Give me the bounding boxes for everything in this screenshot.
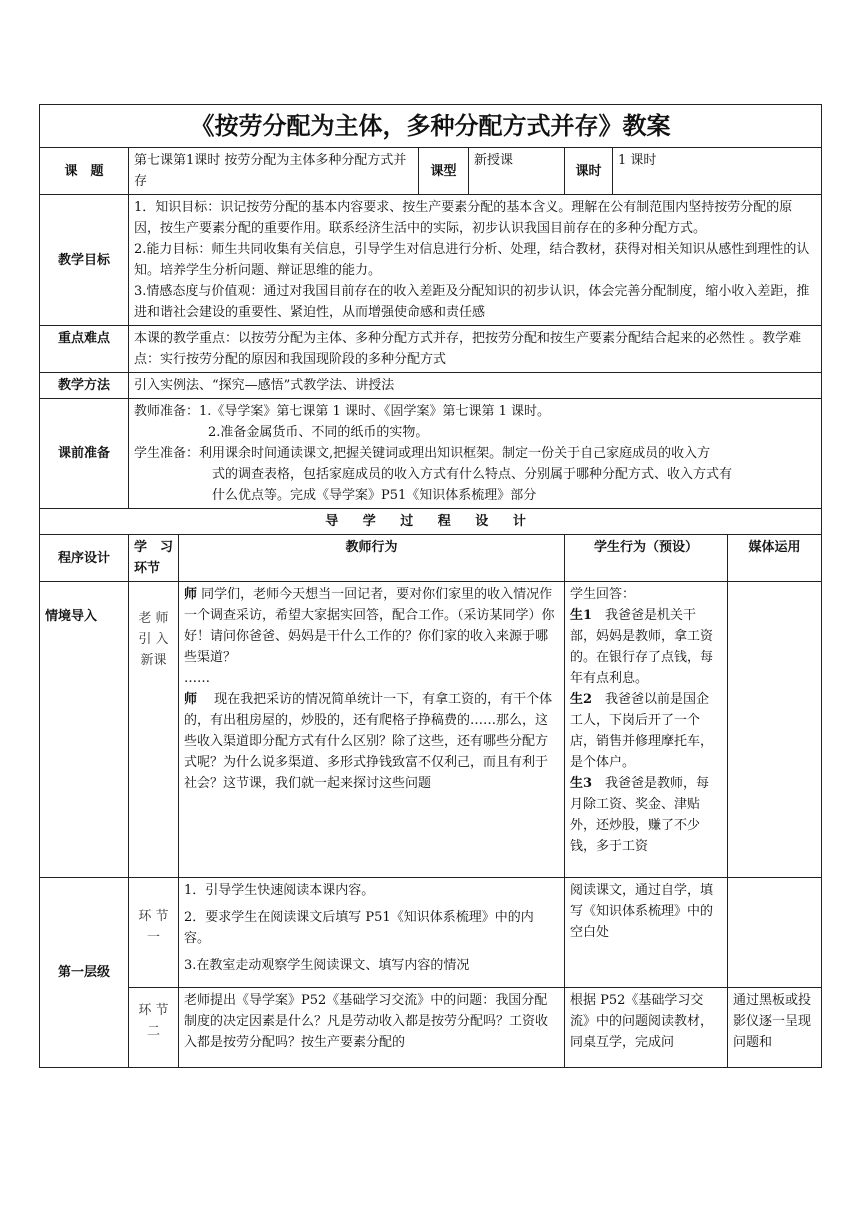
prep-label: 课前准备 (40, 399, 129, 509)
prep-student-line: 学生准备：利用课余时间通读课文,把握关键词或理出知识框架。制定一份关于自己家庭成员的收入方 (134, 446, 711, 461)
col-teacher: 教师行为 (179, 535, 565, 582)
hours-value: 1 课时 (613, 148, 822, 195)
key-points-label: 重点难点 (40, 326, 129, 373)
col-link: 学 习 环节 (129, 535, 179, 582)
goals-row (40, 195, 822, 326)
teacher-step: 2．要求学生在阅读课文后填写 P51《知识体系梳理》中的内容。 (184, 910, 534, 946)
lesson-label: 课 题 (40, 148, 129, 195)
type-value: 新授课 (469, 148, 565, 195)
link-line: 环 节 (138, 909, 169, 924)
intro-student (565, 582, 728, 878)
teacher-step: 1．引导学生快速阅读本课内容。 (184, 883, 375, 898)
prep-student-line: 什么优点等。完成《导学案》P51《知识体系梳理》部分 (212, 488, 537, 503)
level1-student1: 阅读课文，通过自学，填写《知识体系梳理》中的空白处 (565, 878, 728, 988)
key-points-row (40, 326, 822, 373)
header-row (40, 148, 822, 195)
prep-teacher-line: 教师准备：1.《导学案》第七课第 1 课时、《固学案》第七课第 1 课时。 (134, 404, 550, 419)
intro-link-line: 老 师 (138, 611, 169, 626)
teacher-step: 3.在教室走动观察学生阅读课文、填写内容的情况 (184, 958, 470, 973)
level1-teacher1 (179, 878, 565, 988)
intro-teacher (179, 582, 565, 878)
teacher-speech: 同学们，老师今天想当一回记者，要对你们家里的收入情况作一个调查采访，希望大家据实回答，配合工作。（采访某同学）你好！请问你爸爸、妈妈是干什么工作的？你们家的收入来源于哪些渠道？ (184, 587, 555, 665)
student-tag: 生3 (570, 776, 593, 791)
methods-label: 教学方法 (40, 373, 129, 399)
goals-label: 教学目标 (40, 195, 129, 326)
goal-item: 2.能力目标：师生共同收集有关信息，引导学生对信息进行分析、处理，结合教材，获得对相关知识从感性到理性的认知。培养学生分析问题、辩证思维的能力。 (134, 242, 810, 278)
level1-media1 (728, 878, 822, 988)
methods-text: 引入实例法、“探究—感悟”式教学法、讲授法 (129, 373, 822, 399)
level1-program: 第一层级 (40, 878, 129, 1068)
prep-student-line: 式的调查表格，包括家庭成员的收入方式有什么特点、分别属于哪种分配方式、收入方式有 (212, 467, 733, 482)
lesson-plan-table (39, 104, 822, 1068)
level1-step1-row (40, 878, 822, 988)
prep-content (129, 399, 822, 509)
level1-student2: 根据 P52《基础学习交流》中的问题阅读教材，同桌互学，完成问 (565, 988, 728, 1068)
col-media: 媒体运用 (728, 535, 822, 582)
student-intro: 学生回答： (570, 587, 636, 602)
intro-link-line: 引 入 (138, 632, 169, 647)
link-line: 二 (146, 1024, 160, 1039)
level1-link1 (129, 878, 179, 988)
teacher-tag: 师 (184, 692, 198, 707)
teacher-ellipsis: …… (184, 671, 210, 686)
link-line: 环 节 (138, 1003, 169, 1018)
level1-link2 (129, 988, 179, 1068)
level1-step2-row (40, 988, 822, 1068)
intro-link (129, 582, 179, 878)
student-answer: 我爸爸以前是国企工人，下岗后开了一个店，销售并修理摩托车，是个体户。 (570, 692, 714, 770)
level1-media2: 通过黑板或投影仪逐一呈现问题和 (728, 988, 822, 1068)
goal-item: 1．知识目标：识记按劳分配的基本内容要求、按生产要素分配的基本含义。理解在公有制范围内坚持按劳分配的原因，按生产要素分配的重要作用。联系经济生活中的实际，初步认识我国目前存在的多种分配方式。 (134, 200, 793, 236)
goals-content (129, 195, 822, 326)
student-answer: 我爸爸是机关干部，妈妈是教师，拿工资的。在银行存了点钱，每年有点利息。 (570, 608, 714, 686)
level1-teacher2: 老师提出《导学案》P52《基础学习交流》中的问题：我国分配制度的决定因素是什么？凡是劳动收入都是按劳分配吗？工资收入都是按劳分配吗？按生产要素分配的 (179, 988, 565, 1068)
link-line: 一 (146, 930, 160, 945)
col-student: 学生行为（预设） (565, 535, 728, 582)
intro-link-line: 新课 (140, 653, 167, 668)
intro-row (40, 582, 822, 878)
type-label: 课型 (419, 148, 469, 195)
goal-item: 3.情感态度与价值观：通过对我国目前存在的收入差距及分配知识的初步认识，体会完善分配制度，缩小收入差距，推进和谐社会建设的重要性、紧迫性，从而增强使命感和责任感 (134, 284, 810, 320)
lesson-value: 第七课第1课时 按劳分配为主体多种分配方式并存 (129, 148, 419, 195)
student-tag: 生1 (570, 608, 593, 623)
col-program: 程序设计 (40, 535, 129, 582)
hours-label: 课时 (565, 148, 613, 195)
process-header-row (40, 535, 822, 582)
student-answer: 我爸爸是教师，每月除工资、奖金、津贴外，还炒股，赚了不少钱，多于工资 (570, 776, 710, 854)
teacher-speech: 现在我把采访的情况简单统计一下，有拿工资的，有干个体的，有出租房屋的，炒股的，还有爬格子挣稿费的……那么，这些收入渠道即分配方式有什么区别？除了这些，还有哪些分配方式呢？为什么说多渠道、多形式挣钱致富不仅利己，而且有利于社会？这节课，我们就一起来探讨这些问题 (184, 692, 553, 791)
prep-teacher-line: 2.准备金属货币、不同的纸币的实物。 (208, 425, 429, 440)
document-title: 《按劳分配为主体，多种分配方式并存》教案 (40, 105, 822, 148)
key-points-text: 本课的教学重点：以按劳分配为主体、多种分配方式并存，把按劳分配和按生产要素分配结合起来的必然性 。教学难点：实行按劳分配的原因和我国现阶段的多种分配方式 (129, 326, 822, 373)
methods-row (40, 373, 822, 399)
prep-row (40, 399, 822, 509)
teacher-tag: 师 (184, 587, 198, 602)
intro-program: 情境导入 (40, 582, 129, 878)
student-tag: 生2 (570, 692, 593, 707)
intro-media (728, 582, 822, 878)
section-title: 导 学 过 程 设 计 (40, 509, 822, 535)
